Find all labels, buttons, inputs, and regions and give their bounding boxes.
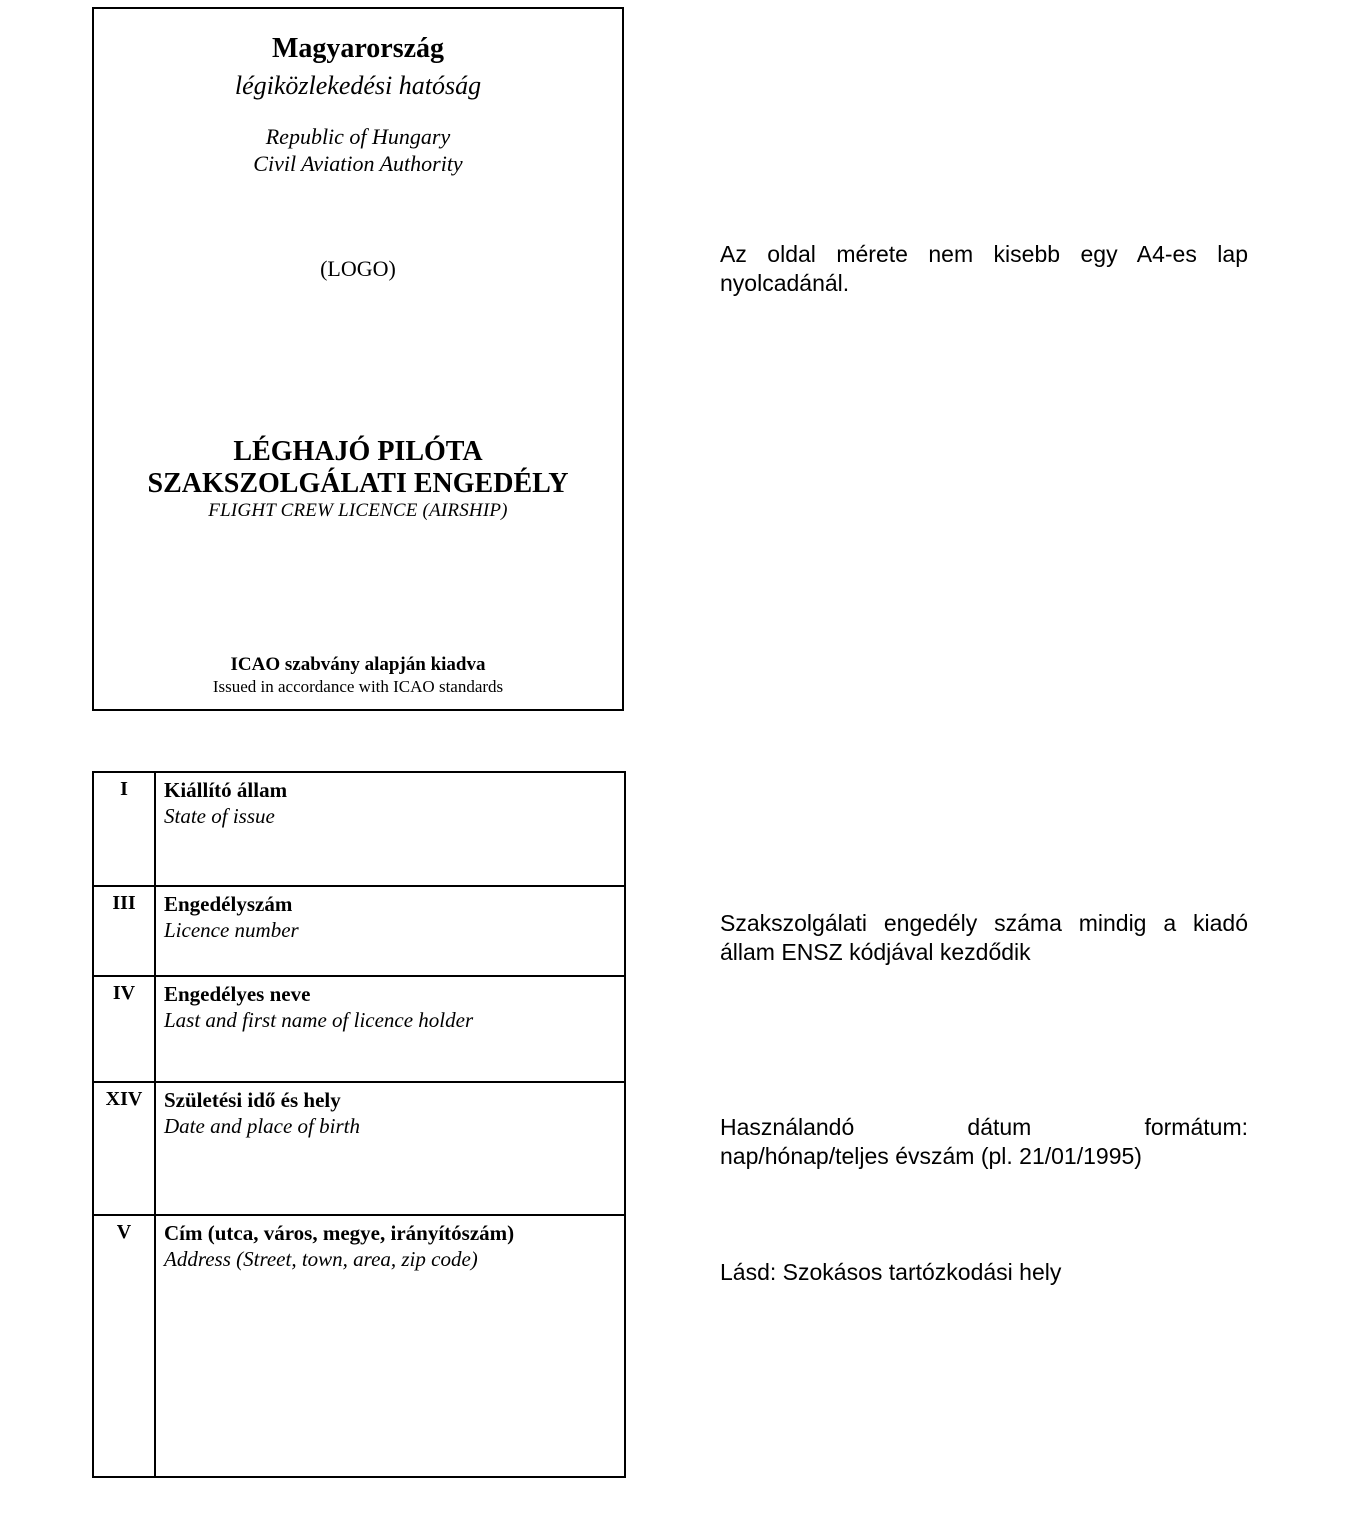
field-number: III xyxy=(93,886,155,976)
note-address xyxy=(720,1258,1248,1287)
field-label-en: Date and place of birth xyxy=(164,1114,360,1138)
note-line: Az oldal mérete nem kisebb egy A4-es lap xyxy=(720,241,1248,267)
licence-fields-table xyxy=(92,771,626,1478)
icao-statement-en: Issued in accordance with ICAO standards xyxy=(212,677,504,696)
field-number: I xyxy=(93,772,155,886)
field-label-hu: Engedélyszám xyxy=(164,892,293,916)
field-description xyxy=(155,1215,625,1477)
table-row xyxy=(93,886,625,976)
table-row xyxy=(93,976,625,1082)
licence-cover-page xyxy=(92,7,624,711)
field-description xyxy=(155,772,625,886)
icao-statement-hu: ICAO szabvány alapján kiadva xyxy=(230,654,486,675)
field-label-en: Licence number xyxy=(164,918,299,942)
authority-name-en-line2: Civil Aviation Authority xyxy=(253,151,463,176)
note-line: Lásd: Szokásos tartózkodási hely xyxy=(720,1259,1062,1285)
field-description xyxy=(155,976,625,1082)
field-label-en: State of issue xyxy=(164,804,275,828)
field-label-en: Last and first name of licence holder xyxy=(164,1008,474,1032)
note-line: állam ENSZ kódjával kezdődik xyxy=(720,939,1031,965)
field-label-hu: Cím (utca, város, megye, irányítószám) xyxy=(164,1221,515,1245)
field-number: XIV xyxy=(93,1082,155,1215)
authority-name-hu: légiközlekedési hatóság xyxy=(234,71,482,100)
note-line: nyolcadánál. xyxy=(720,270,850,296)
field-label-en: Address (Street, town, area, zip code) xyxy=(164,1247,478,1271)
table-row xyxy=(93,772,625,886)
field-number: V xyxy=(93,1215,155,1477)
field-description xyxy=(155,1082,625,1215)
table-row xyxy=(93,1082,625,1215)
authority-name-en-line1: Republic of Hungary xyxy=(265,124,451,149)
note-line: Használandó dátum formátum: xyxy=(720,1114,1248,1140)
field-number: IV xyxy=(93,976,155,1082)
note-date-format xyxy=(720,1113,1248,1171)
field-description xyxy=(155,886,625,976)
logo-placeholder: (LOGO) xyxy=(320,256,396,281)
note-licence-number xyxy=(720,909,1248,967)
table-row xyxy=(93,1215,625,1477)
field-label-hu: Engedélyes neve xyxy=(164,982,311,1006)
country-name: Magyarország xyxy=(271,33,445,64)
note-line: Szakszolgálati engedély száma mindig a kiadó xyxy=(720,910,1248,936)
licence-title-line1: LÉGHAJÓ PILÓTA xyxy=(233,436,483,467)
licence-title-en: FLIGHT CREW LICENCE (AIRSHIP) xyxy=(208,500,508,521)
field-label-hu: Születési idő és hely xyxy=(164,1088,341,1112)
field-label-hu: Kiállító állam xyxy=(164,778,288,802)
note-line: nap/hónap/teljes évszám (pl. 21/01/1995) xyxy=(720,1143,1142,1169)
note-page-size xyxy=(720,240,1248,298)
licence-title-line2: SZAKSZOLGÁLATI ENGEDÉLY xyxy=(147,468,569,499)
